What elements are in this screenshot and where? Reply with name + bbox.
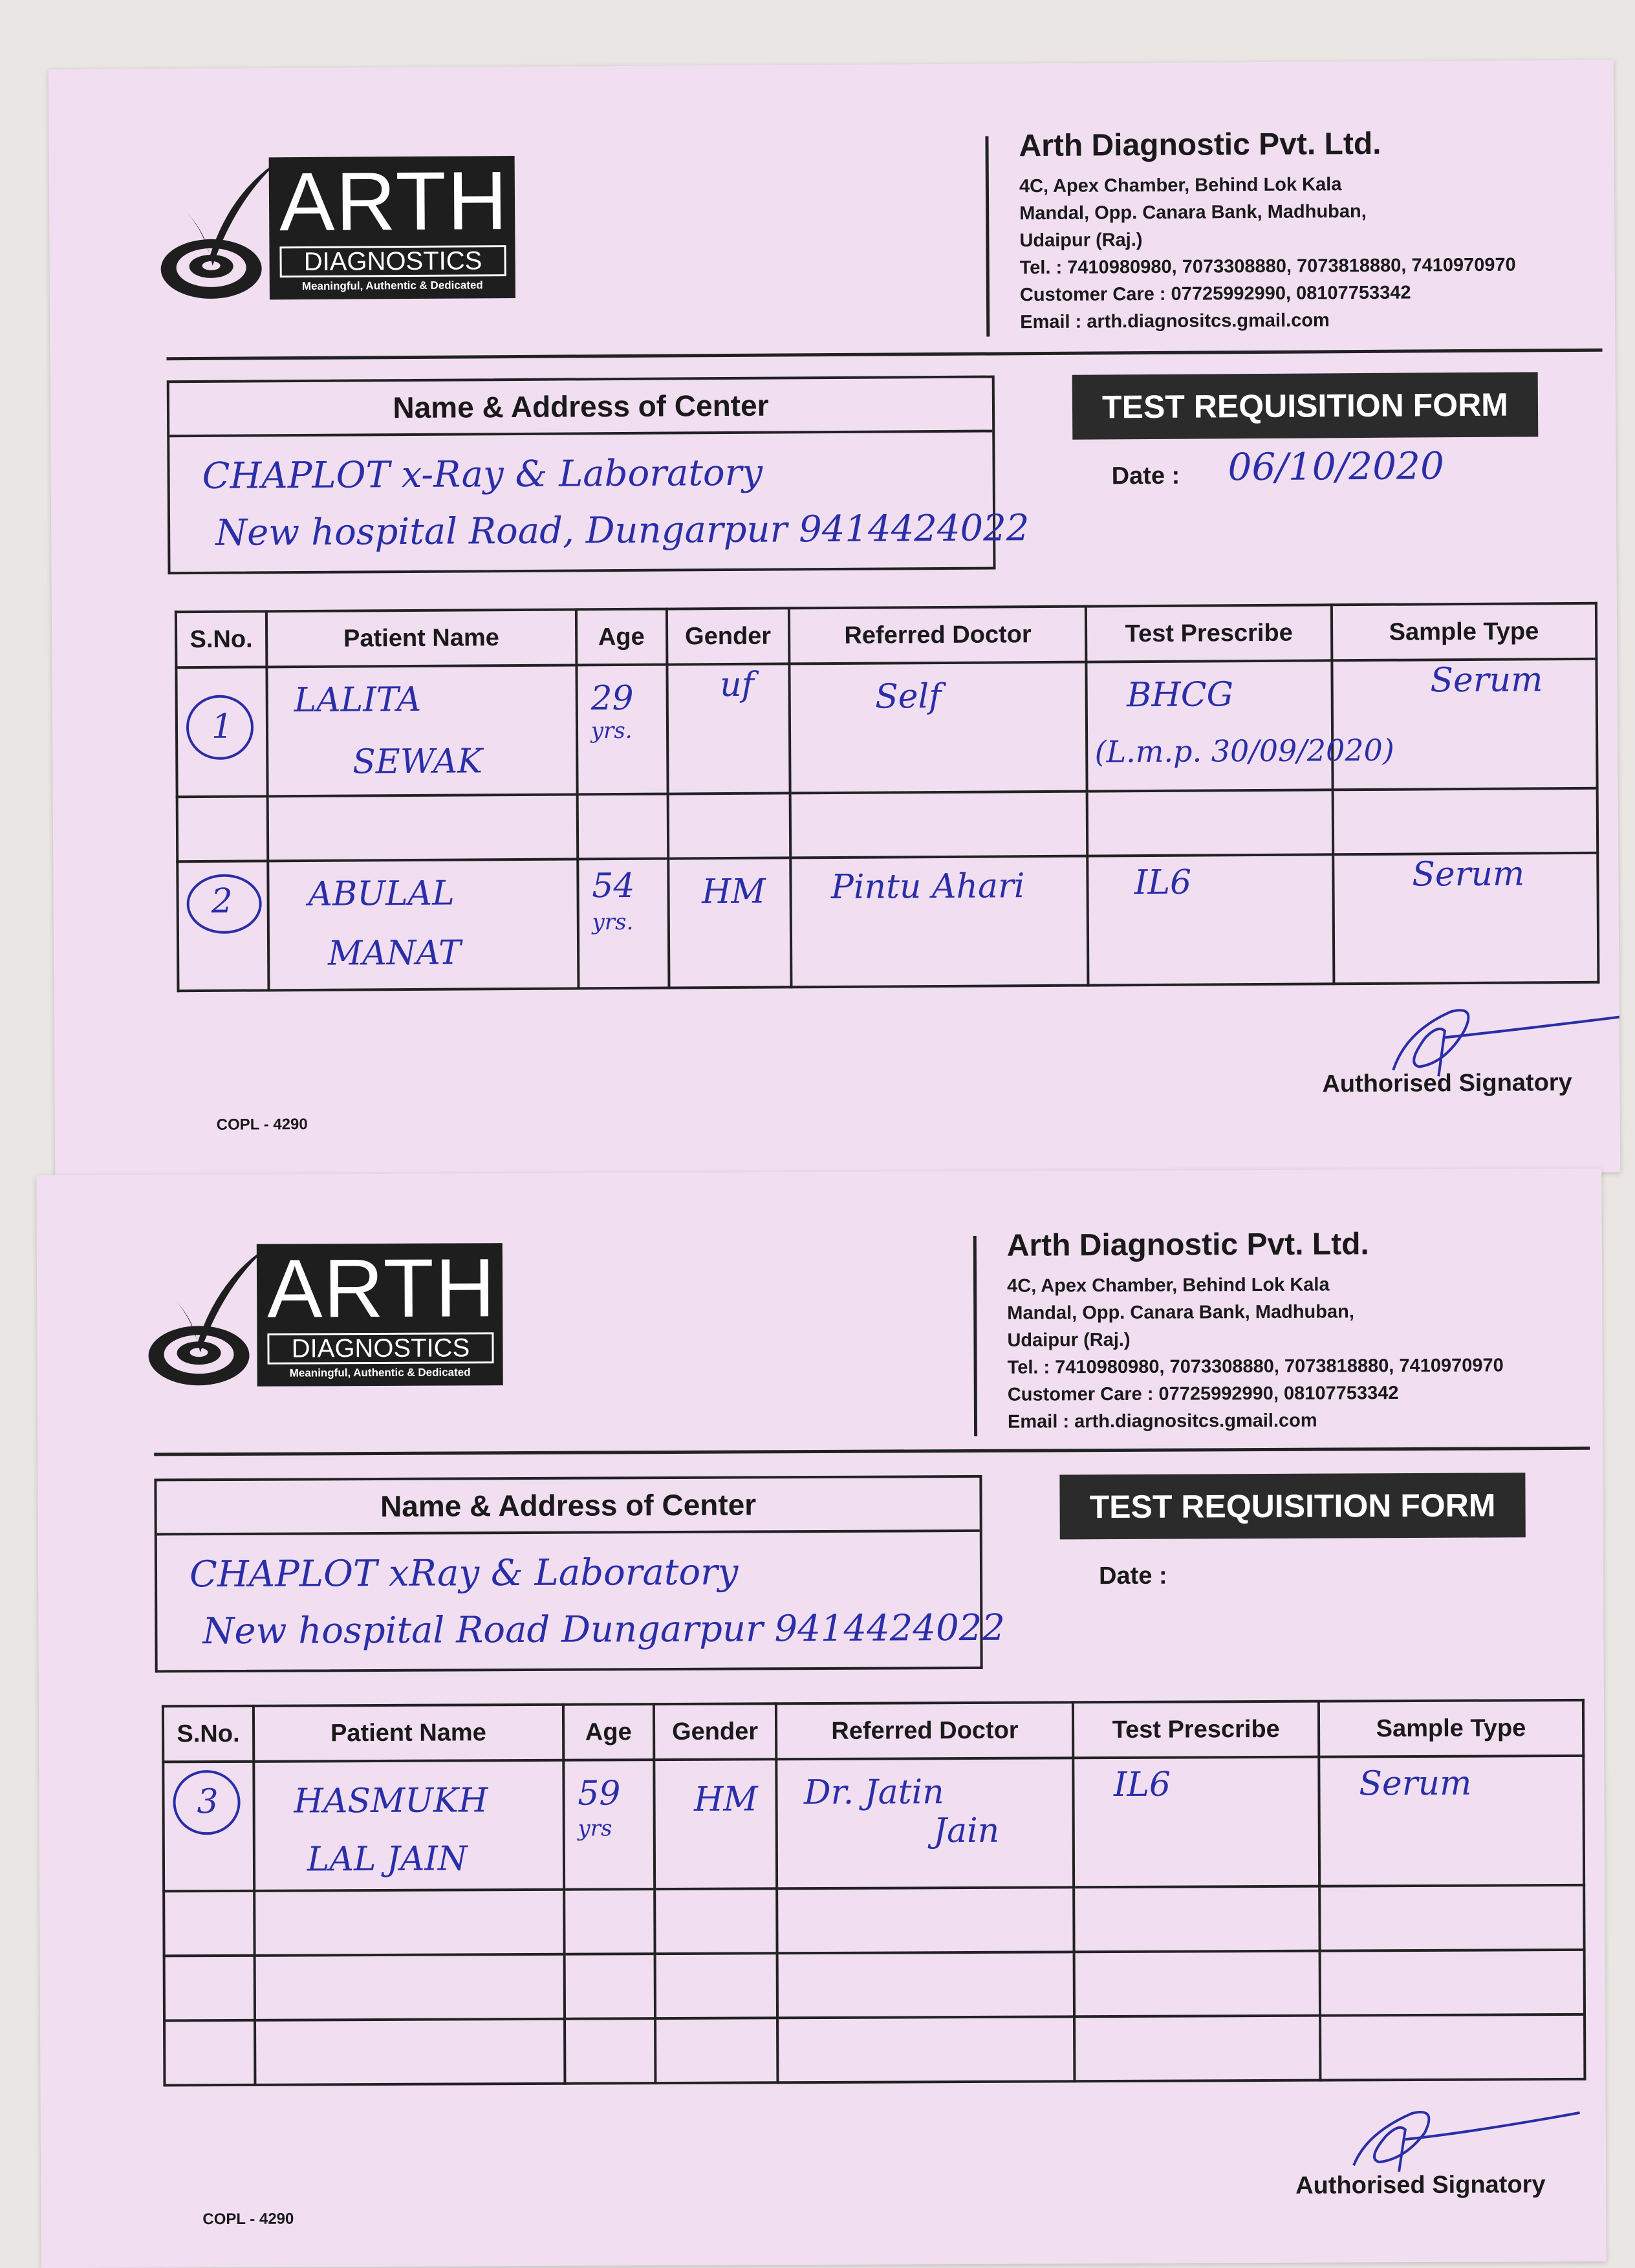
col-patient-name: Patient Name [254, 1705, 563, 1762]
age-value: 59 [578, 1774, 621, 1813]
arth-logo [159, 150, 587, 308]
arth-logo [147, 1238, 574, 1395]
patient-name-line1: LALITA [294, 680, 422, 720]
col-gender: Gender [653, 1703, 776, 1760]
center-heading: Name & Address of Center [169, 378, 992, 438]
age-unit: yrs [578, 1815, 612, 1842]
company-name: Arth Diagnostic Pvt. Ltd. [1019, 126, 1381, 164]
col-sno: S.No. [176, 611, 266, 667]
test-value: IL6 [1134, 863, 1192, 903]
form-title: TEST REQUISITION FORM [1072, 372, 1539, 439]
col-sno: S.No. [163, 1706, 254, 1762]
sno-value: 2 [211, 881, 233, 921]
patient-name-line2: LAL JAIN [307, 1839, 468, 1879]
logo-word: ARTH [266, 1242, 497, 1335]
patient-name-cell [254, 1760, 564, 1891]
date-label: Date : [1098, 1562, 1167, 1590]
col-referred-doctor: Referred Doctor [789, 607, 1087, 664]
sample-cell [1319, 1756, 1584, 1886]
company-email: Email : arth.diagnositcs.gmail.com [1020, 310, 1330, 333]
patient-table [162, 1699, 1586, 2087]
form-code: COPL - 4290 [216, 1115, 308, 1134]
date-label: Date : [1111, 462, 1180, 490]
age-cell [578, 859, 669, 989]
table-row-empty [164, 2014, 1585, 2086]
logo-tagline: Meaningful, Authentic & Dedicated [301, 279, 483, 293]
sno-cell [176, 667, 267, 797]
age-cell [563, 1760, 655, 1890]
table-row-empty [177, 788, 1598, 861]
test-note: (L.m.p. 30/09/2020) [1094, 732, 1394, 770]
company-email: Email : arth.diagnositcs.gmail.com [1007, 1410, 1317, 1432]
table-header-row [163, 1700, 1583, 1762]
gender-cell [654, 1759, 777, 1889]
patient-name-cell [268, 859, 578, 990]
table-header-row [176, 603, 1596, 667]
test-value: IL6 [1113, 1765, 1171, 1805]
doctor-cell [791, 856, 1088, 988]
center-heading: Name & Address of Center [157, 1478, 979, 1536]
col-sample-type: Sample Type [1332, 603, 1597, 660]
center-box [167, 375, 1030, 574]
test-cell [1088, 854, 1334, 985]
sample-value: Serum [1412, 854, 1525, 894]
patient-name-line2: SEWAK [352, 742, 483, 782]
company-address-2: Mandal, Opp. Canara Bank, Madhuban, [1007, 1301, 1354, 1324]
doctor-value: Dr. Jatin [803, 1773, 944, 1813]
patient-name-line1: ABULAL [308, 874, 455, 914]
gender-value: uf [719, 665, 755, 705]
requisition-form-2 [36, 1169, 1606, 2268]
company-address-3: Udaipur (Raj.) [1019, 230, 1143, 252]
company-customer-care: Customer Care : 07725992990, 08107753342 [1007, 1383, 1399, 1405]
gender-value: HM [701, 872, 766, 912]
header-rule [166, 349, 1602, 361]
header-divider [973, 1236, 977, 1436]
sno-cell [177, 861, 268, 991]
col-gender: Gender [666, 608, 789, 664]
company-info [1007, 1226, 1590, 1436]
sno-value: 3 [197, 1782, 219, 1822]
gender-cell [668, 858, 792, 988]
company-address-2: Mandal, Opp. Canara Bank, Madhuban, [1019, 200, 1367, 224]
center-name-handwritten: CHAPLOT x-Ray & Laboratory [202, 451, 763, 497]
doctor-value: Pintu Ahari [830, 867, 1025, 907]
col-test-prescribe: Test Prescribe [1073, 1701, 1319, 1758]
patient-table [175, 602, 1600, 992]
center-name-handwritten: CHAPLOT xRay & Laboratory [189, 1551, 739, 1596]
header-rule [154, 1447, 1590, 1456]
form-title: TEST REQUISITION FORM [1059, 1473, 1525, 1539]
sample-cell [1332, 659, 1597, 790]
col-patient-name: Patient Name [266, 609, 576, 667]
company-tel: Tel. : 7410980980, 7073308880, 7073818880, 7410970970 [1019, 254, 1516, 279]
gender-cell [667, 664, 790, 794]
company-address-1: 4C, Apex Chamber, Behind Lok Kala [1019, 174, 1342, 197]
doctor-value-line2: Jain [933, 1811, 1000, 1851]
col-test-prescribe: Test Prescribe [1086, 605, 1332, 662]
table-row-empty [164, 1950, 1585, 2021]
patient-name-cell [266, 665, 577, 796]
sample-value: Serum [1359, 1764, 1472, 1804]
company-address-3: Udaipur (Raj.) [1007, 1329, 1131, 1351]
patient-name-line2: MANAT [327, 933, 461, 973]
age-cell [576, 665, 667, 795]
test-value: BHCG [1126, 675, 1234, 715]
table-row-empty [164, 1885, 1584, 1956]
company-address-1: 4C, Apex Chamber, Behind Lok Kala [1007, 1274, 1330, 1297]
logo-word: ARTH [279, 155, 509, 249]
company-name: Arth Diagnostic Pvt. Ltd. [1006, 1227, 1369, 1263]
sample-cell [1333, 853, 1598, 984]
col-referred-doctor: Referred Doctor [776, 1702, 1073, 1759]
logo-subtitle: DIAGNOSTICS [279, 245, 506, 277]
gender-value: HM [693, 1780, 758, 1819]
logo-subtitle: DIAGNOSTICS [267, 1332, 493, 1365]
test-cell [1074, 1757, 1319, 1888]
authorised-signatory: Authorised Signatory [1295, 2171, 1546, 2199]
age-value: 29 [590, 678, 634, 718]
company-customer-care: Customer Care : 07725992990, 08107753342 [1019, 282, 1411, 306]
patient-name-line1: HASMUKH [294, 1781, 488, 1821]
sno-value: 1 [211, 707, 233, 746]
col-sample-type: Sample Type [1319, 1700, 1584, 1757]
age-unit: yrs. [590, 717, 633, 744]
doctor-cell [777, 1758, 1074, 1888]
age-unit: yrs. [592, 909, 634, 936]
logo-box [257, 1243, 503, 1387]
col-age: Age [563, 1704, 654, 1760]
center-box [154, 1475, 1006, 1673]
sample-value: Serum [1430, 660, 1543, 700]
header-divider [985, 136, 990, 337]
form-code: COPL - 4290 [202, 2210, 294, 2229]
requisition-form-1 [49, 60, 1620, 1182]
test-cell [1087, 660, 1394, 791]
sno-cell [163, 1762, 254, 1892]
center-address-handwritten: New hospital Road Dungarpur 9414424022 [202, 1606, 1006, 1653]
logo-box [269, 156, 515, 299]
age-value: 54 [592, 866, 635, 906]
logo-tagline: Meaningful, Authentic & Dedicated [289, 1366, 471, 1379]
company-info [1019, 125, 1602, 336]
doctor-cell [790, 662, 1087, 794]
doctor-value: Self [874, 676, 942, 717]
col-age: Age [576, 609, 667, 665]
authorised-signatory: Authorised Signatory [1322, 1069, 1572, 1098]
date-value-handwritten: 06/10/2020 [1228, 444, 1445, 490]
center-address-handwritten: New hospital Road, Dungarpur 9414424022 [215, 507, 1030, 554]
company-tel: Tel. : 7410980980, 7073308880, 7073818880, 7410970970 [1007, 1355, 1504, 1378]
